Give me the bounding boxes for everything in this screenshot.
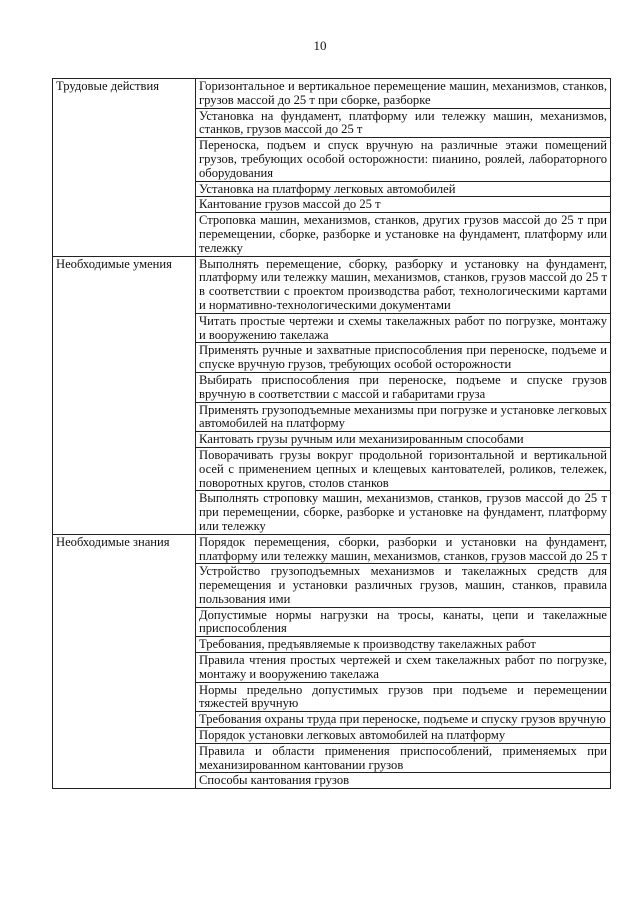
requirement-item: Читать простые чертежи и схемы такелажных работ по погрузке, монтажу и вооружению такелажа <box>196 313 611 343</box>
requirement-item: Кантование грузов массой до 25 т <box>196 197 611 213</box>
requirement-item: Правила чтения простых чертежей и схем такелажных работ по погрузке, монтажу и вооружению такелажа <box>196 653 611 683</box>
requirement-item: Переноска, подъем и спуск вручную на различные этажи помещений грузов, требующих особой осторожности: пианино, роялей, лабораторного оборудования <box>196 138 611 181</box>
requirement-item: Допустимые нормы нагрузки на тросы, канаты, цепи и такелажные приспособления <box>196 607 611 637</box>
requirement-item: Применять грузоподъемные механизмы при погрузке и установке легковых автомобилей на платформу <box>196 402 611 432</box>
requirement-item: Применять ручные и захватные приспособления при переноске, подъеме и спуске вручную грузов, требующих особой осторожности <box>196 343 611 373</box>
group-label: Трудовые действия <box>53 79 196 257</box>
requirement-item: Выполнять перемещение, сборку, разборку и установку на фундамент, платформу или тележку машин, механизмов, станков, грузов массой до 25 т в соответствии с проектом производства работ, технологическими картами и нормативно-технологическими документами <box>196 256 611 313</box>
table-row <box>53 79 611 109</box>
group-label: Необходимые знания <box>53 534 196 789</box>
requirement-item: Горизонтальное и вертикальное перемещение машин, механизмов, станков, грузов массой до 25 т при сборке, разборке <box>196 79 611 109</box>
requirement-item: Устройство грузоподъемных механизмов и такелажных средств для перемещения и установки различных грузов, машин, станков, правила пользования ими <box>196 564 611 607</box>
requirement-item: Требования охраны труда при переноске, подъеме и спуску грузов вручную <box>196 712 611 728</box>
requirement-item: Выполнять строповку машин, механизмов, станков, грузов массой до 25 т при перемещении, сборке, разборке и установке на фундамент, платформу или тележку <box>196 491 611 534</box>
table-row <box>53 256 611 313</box>
table-row <box>53 534 611 564</box>
requirement-item: Установка на фундамент, платформу или тележку машин, механизмов, станков, грузов массой до 25 т <box>196 108 611 138</box>
requirement-item: Установка на платформу легковых автомобилей <box>196 181 611 197</box>
requirement-item: Нормы предельно допустимых грузов при подъеме и перемещении тяжестей вручную <box>196 682 611 712</box>
requirement-item: Кантовать грузы ручным или механизированным способами <box>196 432 611 448</box>
requirement-item: Выбирать приспособления при переноске, подъеме и спуске грузов вручную в соответствии с массой и габаритами груза <box>196 372 611 402</box>
requirement-item: Порядок перемещения, сборки, разборки и установки на фундамент, платформу или тележку машин, механизмов, станков, грузов массой до 25 т <box>196 534 611 564</box>
group-label: Необходимые умения <box>53 256 196 534</box>
page-number: 10 <box>313 38 327 53</box>
requirement-item: Поворачивать грузы вокруг продольной горизонтальной и вертикальной осей с применением цепных и клещевых кантователей, роликов, тележек, поворотных кругов, столов станков <box>196 447 611 490</box>
requirement-item: Правила и области применения приспособлений, применяемых при механизированном кантовании грузов <box>196 743 611 773</box>
requirements-table-body <box>53 79 611 789</box>
requirements-table <box>52 78 611 789</box>
requirement-item: Порядок установки легковых автомобилей на платформу <box>196 728 611 744</box>
requirement-item: Строповка машин, механизмов, станков, других грузов массой до 25 т при перемещении, сборке, разборке и установке на фундамент, платформу или тележку <box>196 213 611 256</box>
requirement-item: Требования, предъявляемые к производству такелажных работ <box>196 637 611 653</box>
requirement-item: Способы кантования грузов <box>196 773 611 789</box>
